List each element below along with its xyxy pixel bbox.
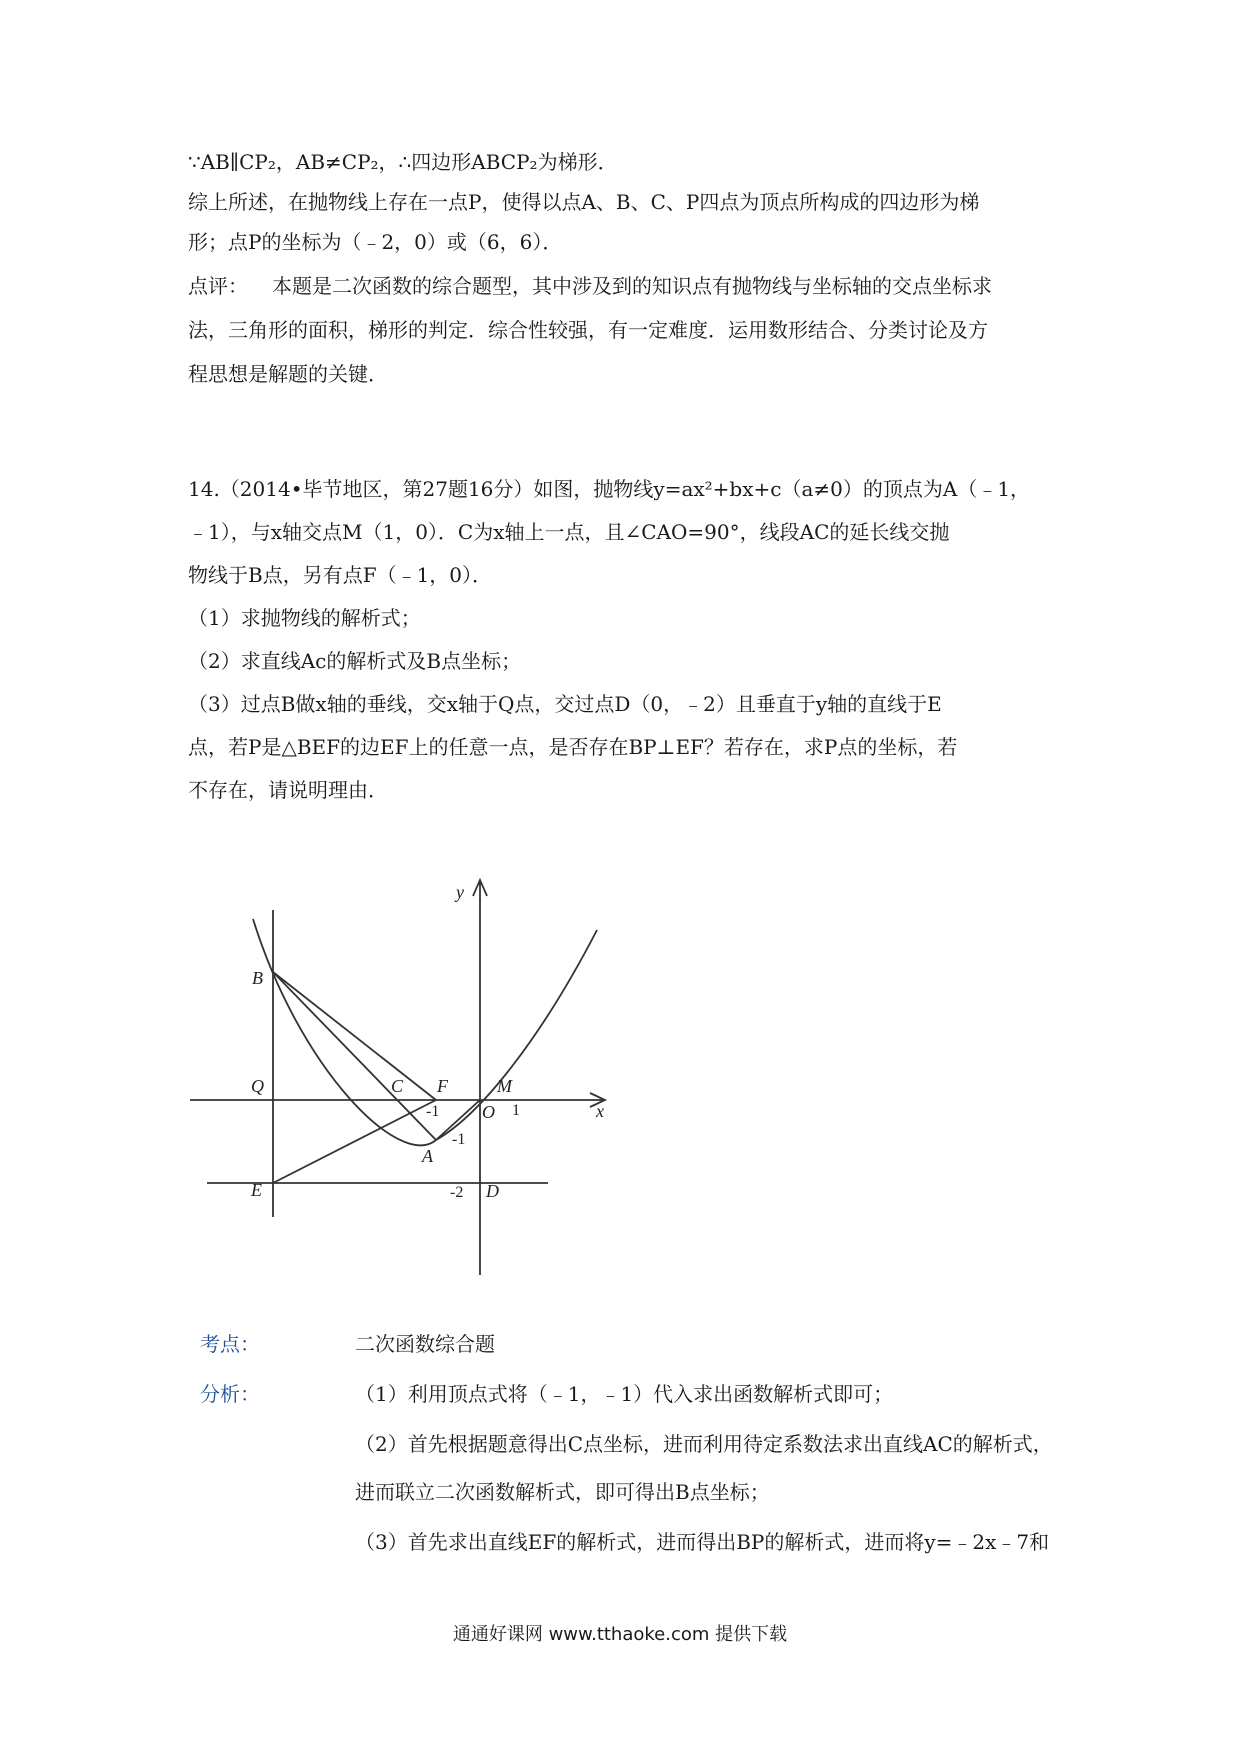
comment-line-1: 本题是二次函数的综合题型，其中涉及到的知识点有抛物线与坐标轴的交点坐标求: [272, 274, 992, 298]
comment-label: 点评：: [188, 274, 248, 298]
label-M: M: [497, 1076, 512, 1096]
prev-solution-line-3: 形；点P的坐标为（﹣2，0）或（6，6）．: [188, 230, 563, 254]
label-Q: Q: [251, 1076, 264, 1096]
prev-solution-line-1: ∵AB∥CP₂，AB≠CP₂，∴四边形ABCP₂为梯形．: [188, 150, 618, 174]
prev-solution-line-2: 综上所述，在抛物线上存在一点P，使得以点A、B、C、P四点为顶点所构成的四边形为梯: [188, 190, 980, 214]
question-3-line-3: 不存在，请说明理由．: [188, 778, 388, 802]
parabola-figure: [180, 870, 640, 1290]
question-3-line-1: （3）过点B做x轴的垂线，交x轴于Q点，交过点D（0，﹣2）且垂直于y轴的直线于E: [188, 692, 942, 716]
footer-credit: 通通好课网 www.tthaoke.com 提供下载: [452, 1624, 788, 1645]
tick-neg2: -2: [450, 1184, 464, 1201]
question-2: （2）求直线Ac的解析式及B点坐标；: [188, 649, 522, 673]
label-E: E: [251, 1180, 262, 1200]
kaodian-label: 考点：: [200, 1332, 260, 1356]
kaodian-value: 二次函数综合题: [355, 1332, 495, 1356]
parabola: [253, 919, 597, 1145]
analysis-3: （3）首先求出直线EF的解析式，进而得出BP的解析式，进而将y=﹣2x﹣7和: [355, 1530, 1050, 1554]
label-A: A: [422, 1146, 433, 1166]
label-F: F: [437, 1076, 448, 1096]
tick-1: 1: [512, 1102, 520, 1119]
question-3-line-2: 点，若P是△BEF的边EF上的任意一点，是否存在BP⊥EF？若存在，求P点的坐标，若: [188, 735, 958, 759]
analysis-2-line-2: 进而联立二次函数解析式，即可得出B点坐标；: [355, 1480, 770, 1504]
label-B: B: [252, 968, 263, 988]
tick-neg1-y: -1: [452, 1131, 466, 1148]
tick-neg1-x: -1: [426, 1103, 440, 1120]
line-BA: [273, 972, 436, 1140]
label-O: O: [482, 1102, 495, 1122]
line-EF: [273, 1100, 436, 1183]
comment-line-3: 程思想是解题的关键．: [188, 362, 388, 386]
label-D: D: [486, 1181, 499, 1201]
problem-line-3: 物线于B点，另有点F（﹣1，0）．: [188, 563, 493, 587]
fenxi-label: 分析：: [200, 1382, 260, 1406]
label-C: C: [391, 1076, 404, 1096]
label-x: x: [596, 1101, 604, 1121]
line-BF: [273, 972, 436, 1100]
problem-line-2: ﹣1），与x轴交点M（1，0）．C为x轴上一点，且∠CAO=90°，线段AC的延长线交抛: [188, 520, 950, 544]
analysis-2-line-1: （2）首先根据题意得出C点坐标，进而利用待定系数法求出直线AC的解析式，: [355, 1432, 1053, 1456]
problem-line-1: 14.（2014•毕节地区，第27题16分）如图，抛物线y=ax²+bx+c（a≠0）的顶点为A（﹣1，: [188, 477, 1031, 501]
question-1: （1）求抛物线的解析式；: [188, 606, 421, 630]
analysis-1: （1）利用顶点式将（﹣1，﹣1）代入求出函数解析式即可；: [355, 1382, 894, 1406]
label-y: y: [456, 882, 464, 902]
comment-line-2: 法，三角形的面积，梯形的判定．综合性较强，有一定难度．运用数形结合、分类讨论及方: [188, 318, 988, 342]
